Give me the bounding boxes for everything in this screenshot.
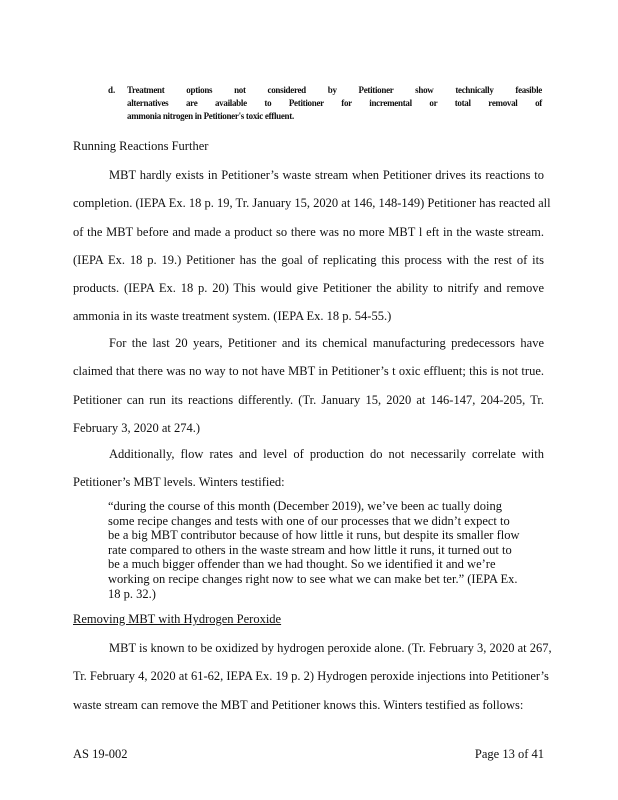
heading-letter: d. — [108, 85, 116, 95]
paragraph — [73, 329, 544, 442]
paragraph-line: February 3, 2020 at 274.) — [73, 420, 201, 435]
quote-line: rate compared to others in the waste stream and how little it runs, it turned out to — [108, 542, 512, 557]
paragraph-line: MBT is known to be oxidized by hydrogen peroxide alone. (Tr. February 3, 2020 at 267, — [109, 641, 552, 655]
quote-line: 18 p. 32.) — [108, 586, 156, 601]
paragraph-line: Tr. February 4, 2020 at 61-62, IEPA Ex. 19 p. 2) Hydrogen peroxide injections into Petitioner’s — [73, 669, 549, 684]
paragraph — [73, 161, 551, 331]
quote-line: be a big MBT contributor because of how little it runs, but despite its smaller flow — [108, 528, 520, 543]
heading-line: Treatment options not considered by Petitioner show technically feasible — [127, 85, 542, 95]
heading-text — [127, 84, 542, 123]
paragraph-line: MBT hardly exists in Petitioner’s waste stream when Petitioner drives its reactions to — [109, 168, 544, 182]
heading-line: alternatives are available to Petitioner for incremental or total removal of — [127, 98, 542, 108]
paragraph-line: (IEPA Ex. 18 p. 19.) Petitioner has the goal of replicating this process with the rest of its — [73, 252, 544, 267]
paragraph-line: waste stream can remove the MBT and Petitioner knows this. Winters testified as follows: — [73, 697, 524, 712]
paragraph-line: ammonia in its waste treatment system. (IEPA Ex. 18 p. 54-55.) — [73, 309, 392, 324]
paragraph-line: products. (IEPA Ex. 18 p. 20) This would give Petitioner the ability to nitrify and remove — [73, 281, 544, 296]
heading-line: ammonia nitrogen in Petitioner's toxic effluent. — [127, 111, 294, 121]
paragraph — [73, 634, 552, 719]
section-title-running-reactions: Running Reactions Further — [73, 139, 209, 153]
quote-line: be a much bigger offender than we had thought. So we identified it and we’re — [108, 557, 496, 572]
footer-page-number: Page 13 of 41 — [474, 747, 544, 761]
quote-line: working on recipe changes right now to see what we can make bet ter.” (IEPA Ex. — [108, 571, 518, 586]
quote-line: some recipe changes and tests with one of our processes that we didn’t expect to — [108, 513, 510, 528]
quote-line: “during the course of this month (December 2019), we’ve been ac tually doing — [108, 499, 502, 513]
paragraph — [73, 440, 544, 497]
paragraph-line: Petitioner can run its reactions differently. (Tr. January 15, 2020 at 146-147, 204-205, Tr. — [73, 392, 544, 407]
paragraph-line: Additionally, flow rates and level of production do not necessarily correlate with — [109, 447, 544, 461]
paragraph-line: Petitioner’s MBT levels. Winters testified: — [73, 475, 285, 490]
section-title-removing-mbt: Removing MBT with Hydrogen Peroxide — [73, 612, 282, 626]
paragraph-line: For the last 20 years, Petitioner and its chemical manufacturing predecessors have — [109, 336, 544, 350]
footer-docket-number: AS 19-002 — [73, 747, 128, 761]
paragraph-line: completion. (IEPA Ex. 18 p. 19, Tr. January 15, 2020 at 146, 148-149) Petitioner has reacted all — [73, 196, 551, 211]
paragraph-line: claimed that there was no way to not have MBT in Petitioner’s t oxic effluent; this is not true. — [73, 364, 544, 379]
block-quote — [108, 499, 518, 601]
paragraph-line: of the MBT before and made a product so there was no more MBT l eft in the waste stream. — [73, 224, 544, 239]
heading-item-d — [108, 84, 542, 123]
